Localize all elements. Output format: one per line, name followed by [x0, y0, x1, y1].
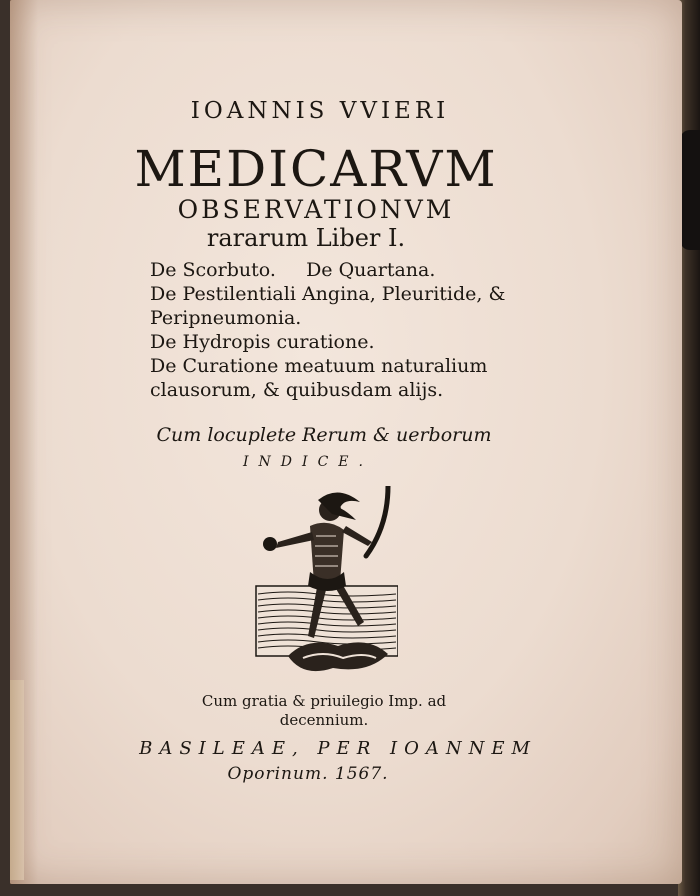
privilege-line: decennium.: [279, 711, 369, 729]
index-note: Cum locuplete Rerum & uerborum: [156, 424, 492, 446]
imprint-place-printer: BASILEAE, PER IOANNEM: [139, 738, 537, 759]
privilege-notice: [0, 692, 660, 730]
contents-item: De Curatione meatuum naturalium: [150, 355, 488, 377]
contents-item: De Hydropis curatione.: [150, 331, 375, 353]
contents-item: De Pestilentiali Angina, Pleuritide, &: [150, 283, 506, 305]
title-book-number: rararum Liber I.: [206, 224, 406, 252]
contents-item: clausorum, & quibusdam alijs.: [150, 379, 444, 401]
title-sub: OBSERVATIONVM: [177, 195, 455, 224]
contents-list: [150, 258, 505, 402]
title-main: MEDICARVM: [134, 140, 498, 198]
contents-item: Peripneumonia.: [150, 307, 302, 329]
imprint-printer-date: Oporinum. 1567.: [227, 764, 389, 784]
title-page: [10, 0, 682, 884]
privilege-line: Cum gratia & priuilegio Imp. ad: [201, 692, 447, 710]
index-word: INDICE.: [243, 454, 373, 470]
author-name: IOANNIS VVIERI: [190, 98, 450, 124]
contents-item: De Scorbuto. De Quartana.: [150, 259, 436, 281]
bookmark-ribbon: [680, 130, 700, 250]
printers-device-woodcut-icon: [248, 486, 398, 682]
